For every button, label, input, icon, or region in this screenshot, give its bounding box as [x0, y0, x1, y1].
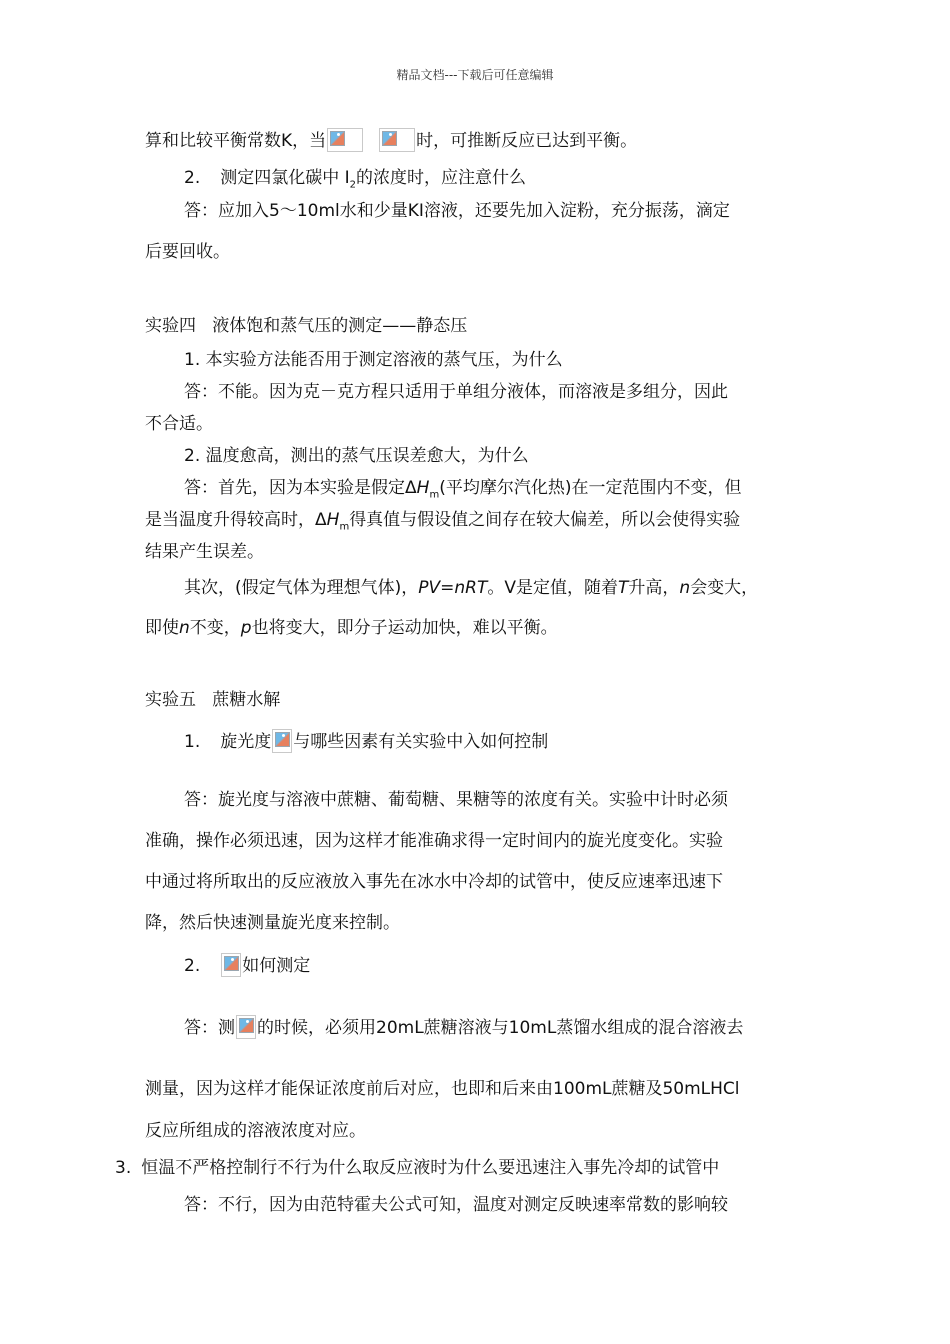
question-1: 1. 本实验方法能否用于测定溶液的蒸气压，为什么: [184, 350, 563, 370]
answer-line: 答：不行，因为由范特霍夫公式可知，温度对测定反映速率常数的影响较: [184, 1195, 728, 1215]
page-header: 精品文档---下载后可任意编辑: [396, 68, 554, 82]
formula-image-icon: [327, 128, 363, 152]
answer-line: 中通过将所取出的反应液放入事先在冰水中冷却的试管中，使反应速率迅速下: [145, 872, 723, 892]
answer-line: 不合适。: [145, 414, 213, 434]
answer-line: 其次，(假定气体为理想气体)，PV=nRT。V是定值，随着T升高，n会变大，: [184, 578, 759, 598]
answer-line: 答：旋光度与溶液中蔗糖、葡萄糖、果糖等的浓度有关。实验中计时必须: [184, 790, 728, 810]
text-line: 算和比较平衡常数K，当 时，可推断反应已达到平衡。: [145, 128, 637, 152]
answer-line: 准确，操作必须迅速，因为这样才能准确求得一定时间内的旋光度变化。实验: [145, 831, 723, 851]
answer-line: 测量，因为这样才能保证浓度前后对应，也即和后来由100mL蔗糖及50mLHCl: [145, 1079, 740, 1099]
section-title: 实验四 液体饱和蒸气压的测定——静态压: [145, 316, 468, 336]
formula-image-icon: [236, 1015, 256, 1039]
answer-line: 降，然后快速测量旋光度来控制。: [145, 913, 400, 933]
question-3: 3. 恒温不严格控制行不行为什么取反应液时为什么要迅速注入事先冷却的试管中: [115, 1158, 720, 1178]
answer-line: 答：测 的时候，必须用20mL蔗糖溶液与10mL蒸馏水组成的混合溶液去: [184, 1015, 743, 1039]
section-title: 实验五 蔗糖水解: [145, 690, 281, 710]
formula-image-icon: [221, 953, 241, 977]
question-2: 2. 如何测定: [184, 953, 310, 977]
answer-line: 后要回收。: [145, 242, 230, 262]
answer-line: 结果产生误差。: [145, 542, 264, 562]
question-2: 2. 温度愈高，测出的蒸气压误差愈大，为什么: [184, 446, 529, 466]
question-1: 1. 旋光度 与哪些因素有关实验中入如何控制: [184, 729, 548, 753]
question-2: 2. 测定四氯化碳中 $I_2$的浓度时，应注意什么: [184, 168, 527, 191]
answer-line: 答：不能。因为克－克方程只适用于单组分液体，而溶液是多组分，因此: [184, 382, 728, 402]
formula-image-icon: [272, 729, 292, 753]
answer-line: 答：应加入5～10ml水和少量KI溶液，还要先加入淀粉，充分振荡，滴定: [184, 201, 730, 221]
answer-line: 即使n不变，p也将变大，即分子运动加快，难以平衡。: [145, 618, 558, 638]
formula-image-icon: [379, 128, 415, 152]
answer-line: 反应所组成的溶液浓度对应。: [145, 1121, 366, 1141]
answer-line: 是当温度升得较高时，$\Delta H_m$得真值与假设值之间存在较大偏差，所以会使得实验: [145, 510, 741, 533]
answer-line: 答：首先，因为本实验是假定$\Delta H_m$(平均摩尔汽化热)在一定范围内不变，但: [184, 478, 742, 501]
